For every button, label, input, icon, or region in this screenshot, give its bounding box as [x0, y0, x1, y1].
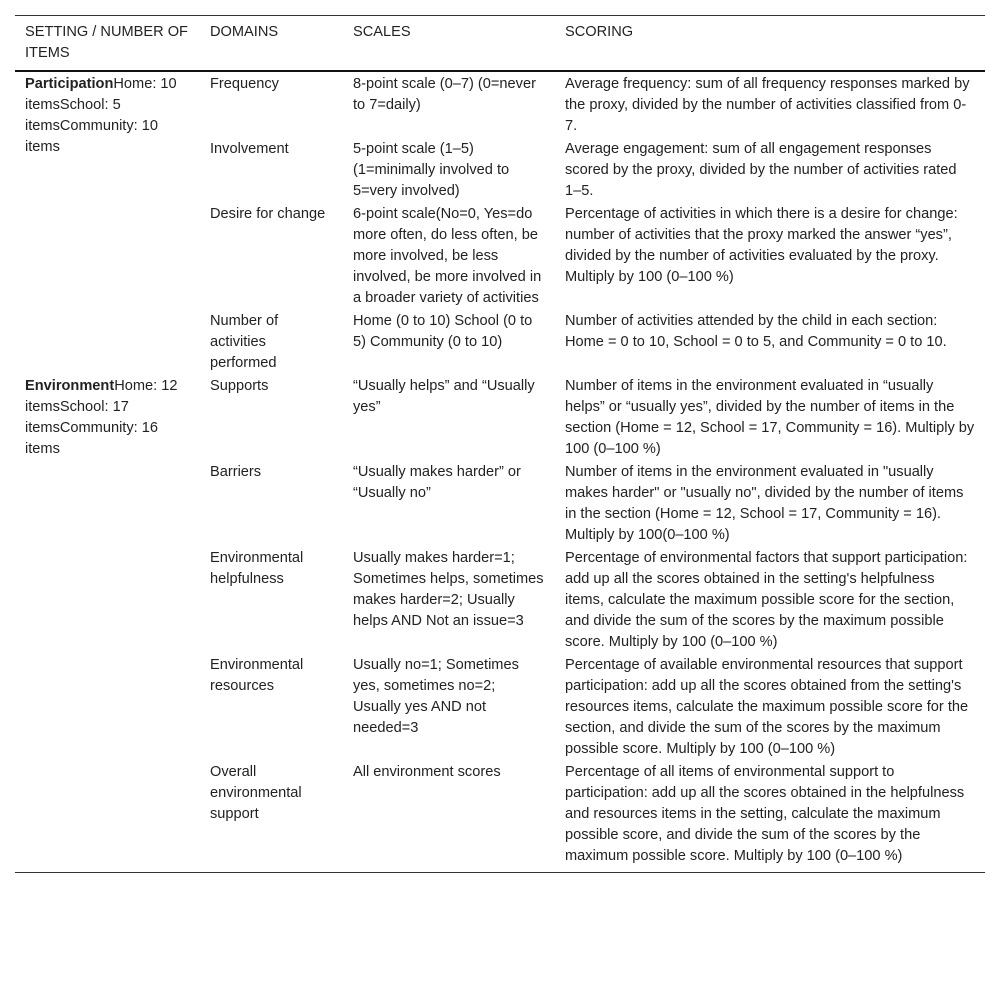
setting-cell-participation — [15, 71, 200, 375]
setting-name: Participation — [25, 76, 114, 92]
domain-cell: Environmental resources — [210, 657, 304, 694]
scoring-cell: Average frequency: sum of all frequency responses marked by the proxy, divided by the number of activities classified from 0-7. — [565, 76, 970, 134]
scale-cell: 5-point scale (1–5) (1=minimally involved to 5=very involved) — [353, 141, 510, 199]
scale-cell: 6-point scale(No=0, Yes=do more often, do less often, be more involved, be less involved, be more involved in a broader variety of activities — [353, 206, 542, 306]
scoring-cell: Percentage of available environmental resources that support participation: add up all the scores obtained from the setting's resources items, calculate the maximum possible score for the section, and divide the sum of the scores by the maximum possible score. Multiply by 100 (0–100 %) — [565, 657, 969, 757]
domain-cell: Environmental helpfulness — [210, 550, 304, 587]
domain-cell: Number of activities performed — [210, 313, 279, 371]
domain-cell: Desire for change — [210, 206, 326, 222]
scoring-cell: Number of activities attended by the child in each section: Home = 0 to 10, School = 0 to 5, and Community = 0 to 10. — [565, 313, 947, 350]
scoring-cell: Percentage of all items of environmental support to participation: add up all the scores obtained in the helpfulness and resources items in the setting, calculate the maximum possible score, and divide the sum of the scores by the maximum possible score. Multiply by 100 (0–100 %) — [565, 764, 965, 864]
scale-cell: “Usually helps” and “Usually yes” — [353, 378, 535, 415]
scale-cell: Home (0 to 10) School (0 to 5) Community (0 to 10) — [353, 313, 533, 350]
header-row — [15, 16, 985, 72]
scoring-cell: Average engagement: sum of all engagement responses scored by the proxy, divided by the number of activities rated 1–5. — [565, 141, 957, 199]
scale-cell: Usually no=1; Sometimes yes, sometimes no=2; Usually yes AND not needed=3 — [353, 657, 519, 736]
scoring-cell: Percentage of activities in which there is a desire for change: number of activities that the proxy marked the answer “yes”, divided by the number of activities evaluated by the proxy. Multiply by 100 (0–100 %) — [565, 206, 958, 285]
setting-items: Home: 10 itemsSchool: 5 itemsCommunity: 10 items — [25, 76, 177, 155]
table-header — [15, 16, 985, 72]
domain-cell: Involvement — [210, 141, 289, 157]
header-domains: DOMAINS — [210, 24, 279, 40]
table-body — [15, 71, 985, 873]
domain-cell: Supports — [210, 378, 269, 394]
setting-cell-environment — [15, 375, 200, 873]
scale-cell: 8-point scale (0–7) (0=never to 7=daily) — [353, 76, 536, 113]
scoring-cell: Percentage of environmental factors that support participation: add up all the scores obtained in the setting's helpfulness items, calculate the maximum possible score for the section, and divide the sum of the scores by the maximum possible score. Multiply by 100 (0–100 %) — [565, 550, 968, 650]
setting-items: Home: 12 itemsSchool: 17 itemsCommunity: 16 items — [25, 378, 178, 457]
scale-cell: Usually makes harder=1; Sometimes helps, sometimes makes harder=2; Usually helps AND Not an issue=3 — [353, 550, 544, 629]
header-scales: SCALES — [353, 24, 411, 40]
scale-cell: “Usually makes harder” or “Usually no” — [353, 464, 521, 501]
header-scoring: SCORING — [565, 24, 634, 40]
setting-name: Environment — [25, 378, 115, 394]
scoring-cell: Number of items in the environment evaluated in “usually helps” or “usually yes”, divided by the number of items in the section (Home = 12, School = 17, Community = 16). Multiply by 100 (0–100 %) — [565, 378, 975, 457]
table-row — [15, 71, 985, 138]
table-row — [15, 375, 985, 461]
scale-cell: All environment scores — [353, 764, 501, 780]
domain-cell: Barriers — [210, 464, 262, 480]
scoring-cell: Number of items in the environment evaluated in "usually makes harder" or "usually no", divided by the number of items in the section (Home = 12, School = 17, Community = 16). Multiply by 100(0–100 %) — [565, 464, 964, 543]
domain-cell: Overall environmental support — [210, 764, 302, 822]
scoring-table — [15, 15, 985, 873]
domain-cell: Frequency — [210, 76, 279, 92]
header-setting: SETTING / NUMBER OF ITEMS — [25, 24, 188, 61]
